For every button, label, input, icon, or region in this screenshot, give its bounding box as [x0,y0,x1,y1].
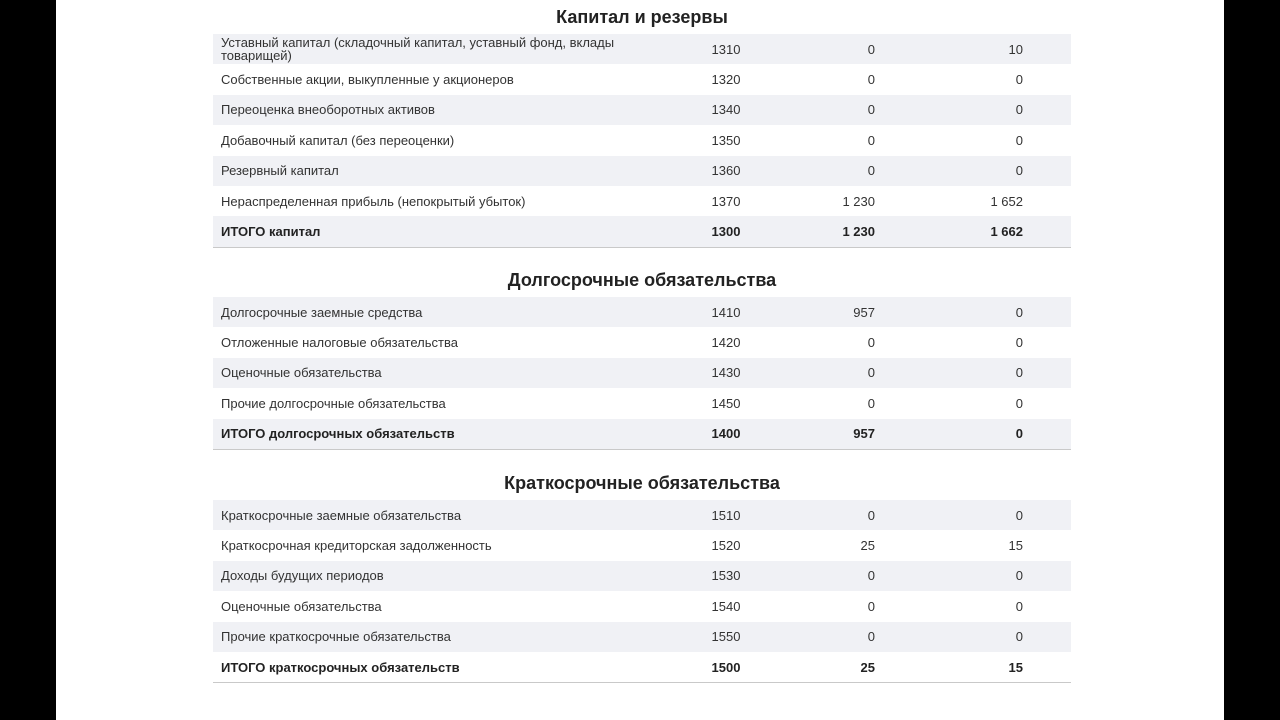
value-current: 0 [771,500,931,530]
value-previous: 1 662 [931,216,1071,247]
row-code: 1550 [681,622,771,652]
row-name: ИТОГО долгосрочных обязательств [213,419,681,450]
value-current: 0 [867,132,875,148]
value-current: 0 [867,598,875,614]
row-code: 1530 [681,561,771,591]
value-current: 0 [867,395,875,411]
table-row [213,327,1071,357]
row-name: Резервный капитал [213,156,681,186]
row-code: 1500 [711,659,741,675]
value-previous: 10 [931,34,1071,64]
table-row [213,622,1071,652]
row-name: Прочие краткосрочные обязательства [213,622,681,652]
value-previous: 0 [931,156,1071,186]
table-row [213,186,1071,216]
value-current: 0 [771,95,931,125]
table-row [213,34,1071,64]
value-previous: 0 [1015,72,1023,88]
row-code: 1520 [711,538,741,554]
row-name: Прочие долгосрочные обязательства [221,395,446,411]
row-code: 1400 [681,419,771,450]
table-row [213,388,1071,418]
row-code: 1340 [681,95,771,125]
value-current: 25 [860,538,875,554]
value-current: 957 [771,419,931,450]
row-code: 1310 [681,34,771,64]
value-previous: 0 [1015,598,1023,614]
row-code: 1300 [681,216,771,247]
row-code: 1410 [681,297,771,327]
row-name: Уставный капитал (складочный капитал, уставный фонд, вклады товарищей) [213,34,681,64]
section-long-term-liabilities [213,263,1071,450]
row-code: 1320 [711,72,741,88]
value-previous: 0 [931,297,1071,327]
document-page [56,0,1224,720]
row-name: ИТОГО капитал [213,216,681,247]
table-row [213,530,1071,560]
value-previous: 15 [1008,659,1023,675]
section-title: Краткосрочные обязательства [504,473,780,493]
row-name: Краткосрочные заемные обязательства [213,500,681,530]
value-current: 0 [771,156,931,186]
value-current: 0 [771,358,931,388]
table-row [213,95,1071,125]
value-previous: 0 [931,419,1071,450]
balance-table [213,500,1071,683]
row-name: ИТОГО краткосрочных обязательств [221,659,460,675]
balance-table [213,34,1071,248]
row-name: Собственные акции, выкупленные у акционеров [221,72,514,88]
value-current: 0 [771,622,931,652]
value-current: 0 [867,335,875,351]
row-code: 1450 [711,395,741,411]
row-name: Оценочные обязательства [221,598,382,614]
table-row [213,591,1071,621]
section-title: Капитал и резервы [556,7,728,27]
value-previous: 0 [931,95,1071,125]
section-short-term-liabilities [213,466,1071,683]
total-row [213,216,1071,247]
row-name: Добавочный капитал (без переоценки) [221,132,455,148]
value-previous: 0 [931,358,1071,388]
total-row [213,419,1071,450]
value-previous: 15 [1008,538,1023,554]
value-current: 25 [860,659,875,675]
value-current: 1 230 [842,193,875,209]
value-current: 0 [867,72,875,88]
row-code: 1370 [711,193,741,209]
balance-table [213,297,1071,450]
table-row [213,297,1071,327]
section-capital [213,0,1071,248]
value-previous: 0 [931,622,1071,652]
row-code: 1430 [681,358,771,388]
value-current: 1 230 [771,216,931,247]
value-previous: 0 [1015,132,1023,148]
row-name: Оценочные обязательства [213,358,681,388]
row-code: 1540 [711,598,741,614]
row-code: 1360 [681,156,771,186]
row-name: Долгосрочные заемные средства [213,297,681,327]
value-previous: 0 [931,561,1071,591]
table-row [213,561,1071,591]
value-current: 957 [771,297,931,327]
table-row [213,125,1071,155]
row-name: Переоценка внеоборотных активов [213,95,681,125]
value-current: 0 [771,561,931,591]
row-code: 1420 [711,335,741,351]
section-title: Долгосрочные обязательства [507,270,777,290]
total-row [213,652,1071,683]
row-name: Нераспределенная прибыль (непокрытый убыток) [221,193,526,209]
table-row [213,358,1071,388]
value-previous: 1 652 [990,193,1023,209]
table-row [213,500,1071,530]
value-previous: 0 [1015,395,1023,411]
table-row [213,64,1071,94]
value-previous: 0 [931,500,1071,530]
row-name: Отложенные налоговые обязательства [221,335,458,351]
table-row [213,156,1071,186]
row-code: 1350 [711,132,741,148]
row-code: 1510 [681,500,771,530]
row-name: Краткосрочная кредиторская задолженность [221,538,492,554]
value-current: 0 [771,34,931,64]
row-name: Доходы будущих периодов [213,561,681,591]
value-previous: 0 [1015,335,1023,351]
